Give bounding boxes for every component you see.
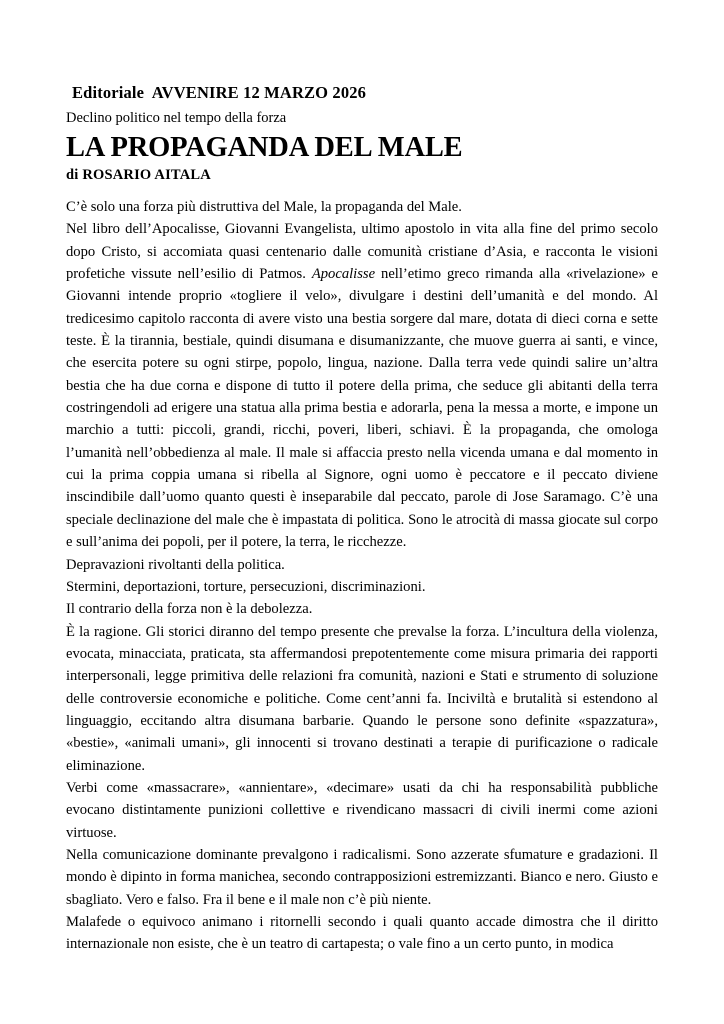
article-byline: di ROSARIO AITALA (66, 167, 211, 184)
paragraph: C’è solo una forza più distruttiva del Male, la propaganda del Male. (66, 199, 462, 215)
article-kicker: Declino politico nel tempo della forza (66, 110, 287, 127)
paragraph: Malafede o equivoco animano i ritornelli secondo i quali quanto accade dimostra che il diritto internazionale non esiste, che è un teatro di cartapesta; o vale fino a un certo punto, in modica (66, 914, 658, 953)
paragraph: Nella comunicazione dominante prevalgono i radicalismi. Sono azzerate sfumature e gradazioni. Il mondo è dipinto in forma manichea, secondo contrapposizioni estremizzanti. Bianco e nero. Giusto e sbagliato. Vero e falso. Fra il bene e il male non c’è più niente. (66, 846, 658, 908)
article-header (0, 82, 724, 185)
paragraph-text-segment: Nel libro dell’Apocalisse, Giovanni Evangelista, ultimo apostolo in vita alla fine del primo secolo dopo Cristo, si accomiata quasi centenario dalle comunità cristiane d’Asia, e racconta le visioni profetiche vissute nell’esilio di Patmos. (66, 221, 658, 283)
paragraph: Verbi come «massacrare», «annientare», «decimare» usati da chi ha responsabilità pubbliche evocano distintamente punizioni collettive e rivendicano massacri di civili inermi come azioni virtuose. (66, 779, 658, 841)
paragraph: Il contrario della forza non è la debolezza. (66, 601, 313, 618)
article-body (66, 196, 658, 956)
paragraph: Stermini, deportazioni, torture, persecuzioni, discriminazioni. (66, 578, 426, 595)
paragraph-text-segment: nell’etimo greco rimanda alla «rivelazione» e Giovanni intende proprio «togliere il velo», divulgare i destini dell’umanità e del mondo. Al tredicesimo capitolo racconta di avere visto una bestia sorgere dal mare, dotata di dieci corna e sette teste. È la tirannia, bestiale, quindi disumana e disumanizzante, che muove guerra ai santi, e vince, che esercita potere su ogni stirpe, popolo, lingua, nazione. Dalla terra vede quindi salire un’altra bestia che ha due corna e dispone di tutto il potere della prima, che seduce gli abitanti della terra costringendoli ad erigere una statua alla prima bestia e adorarla, pena la messa a morte, e impone un marchio a tutti: piccoli, grandi, ricchi, poveri, liberi, schiavi. È la propaganda, che omologa l’umanità nell’obbedienza al male. Il male si affaccia presto nella vicenda umana e dal momento in cui la prima coppia umana si ribella al Signore, ogni uomo è peccatore e il peccato diviene inscindibile dall’uomo quanto questi è inseparabile dal peccato, parole di Jose Saramago. C’è una speciale declinazione del male che è impastata di politica. Sono le atrocità di massa giocate sul corpo e sull’anima dei popoli, per il potere, la terra, le ricchezze. (66, 266, 658, 551)
article-headline: LA PROPAGANDA DEL MALE (66, 131, 463, 163)
paragraph: È la ragione. Gli storici diranno del tempo presente che prevalse la forza. L’incultura della violenza, evocata, minacciata, praticata, sta affermandosi prepotentemente come misura primaria dei rapporti interpersonali, legge primitiva delle relazioni fra comunità, nazioni e Stati e strumento di soluzione delle controversie economiche e politiche. Come cent’anni fa. Inciviltà e brutalità si estendono al linguaggio, eccitando altra disumana barbarie. Quando le persone sono definite «spazzatura», «bestie», «animali umani», gli innocenti si trovano destinati a terapie di purificazione o radicale eliminazione. (66, 623, 658, 774)
paragraph (66, 218, 658, 553)
italic-work-title: Apocalisse (311, 266, 376, 283)
masthead-line: Editoriale AVVENIRE 12 MARZO 2026 (72, 83, 367, 102)
paragraph: Depravazioni rivoltanti della politica. (66, 556, 285, 573)
